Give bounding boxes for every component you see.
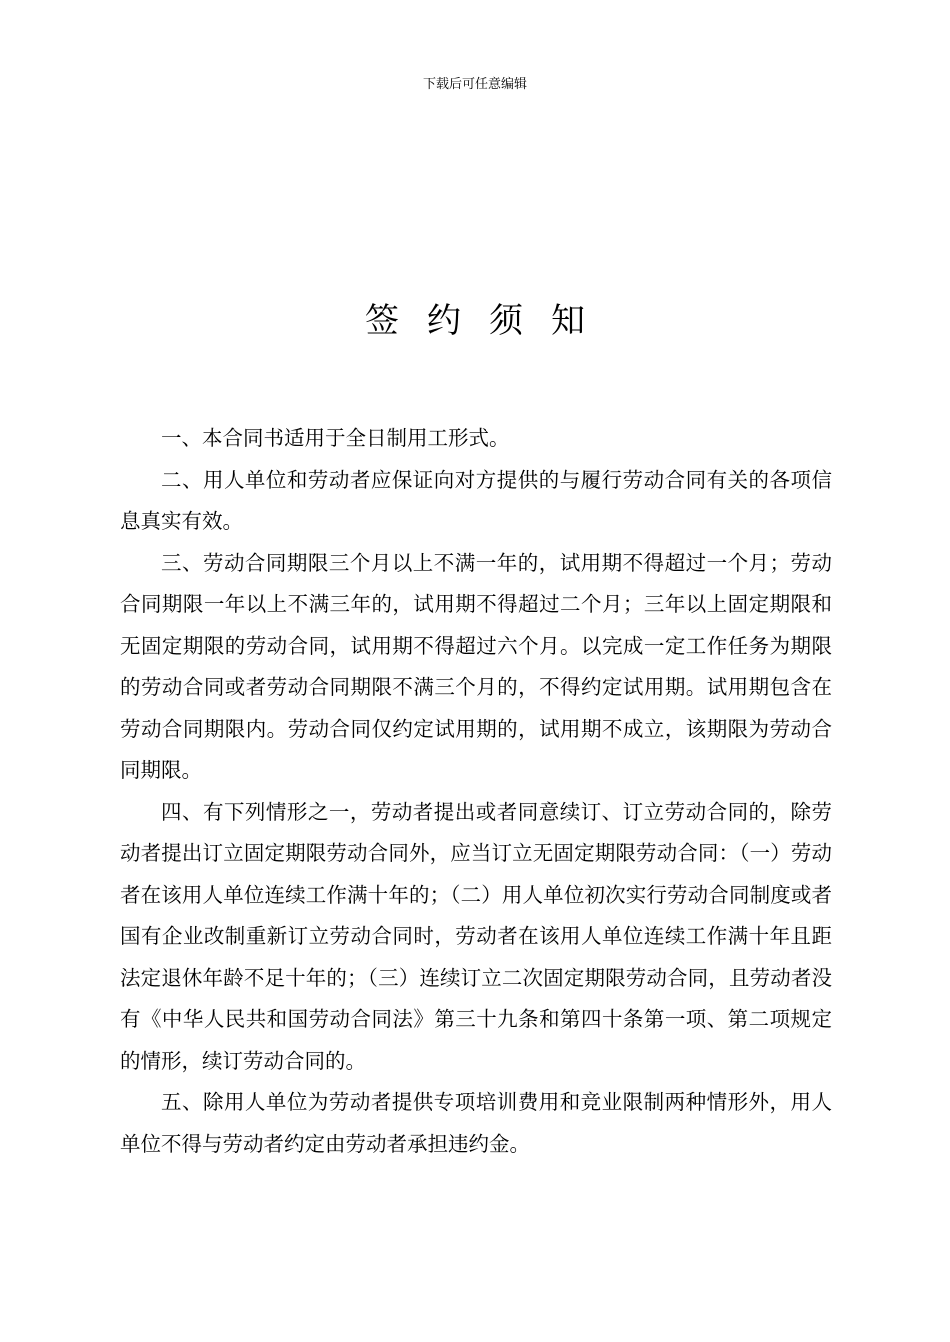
clause-5: 五、除用人单位为劳动者提供专项培训费用和竞业限制两种情形外，用人单位不得与劳动者约定由劳动者承担违约金。 [120,1090,832,1156]
clause-3: 三、劳动合同期限三个月以上不满一年的，试用期不得超过一个月；劳动合同期限一年以上不满三年的，试用期不得超过二个月；三年以上固定期限和无固定期限的劳动合同，试用期不得超过六个月。以完成一定工作任务为期限的劳动合同或者劳动合同期限不满三个月的，不得约定试用期。试用期包含在劳动合同期限内。劳动合同仅约定试用期的，试用期不成立，该期限为劳动合同期限。 [120,550,832,782]
clause-2: 二、用人单位和劳动者应保证向对方提供的与履行劳动合同有关的各项信息真实有效。 [120,467,832,533]
document-title: 签约须知 [365,301,613,341]
header-note: 下载后可任意编辑 [422,77,527,92]
document-body [120,418,832,1165]
clause-1: 一、本合同书适用于全日制用工形式。 [161,426,510,450]
clause-4: 四、有下列情形之一，劳动者提出或者同意续订、订立劳动合同的，除劳动者提出订立固定期限劳动合同外，应当订立无固定期限劳动合同：（一）劳动者在该用人单位连续工作满十年的；（二）用人单位初次实行劳动合同制度或者国有企业改制重新订立劳动合同时，劳动者在该用人单位连续工作满十年且距法定退休年龄不足十年的；（三）连续订立二次固定期限劳动合同，且劳动者没有《中华人民共和国劳动合同法》第三十九条和第四十条第一项、第二项规定的情形，续订劳动合同的。 [120,799,832,1073]
